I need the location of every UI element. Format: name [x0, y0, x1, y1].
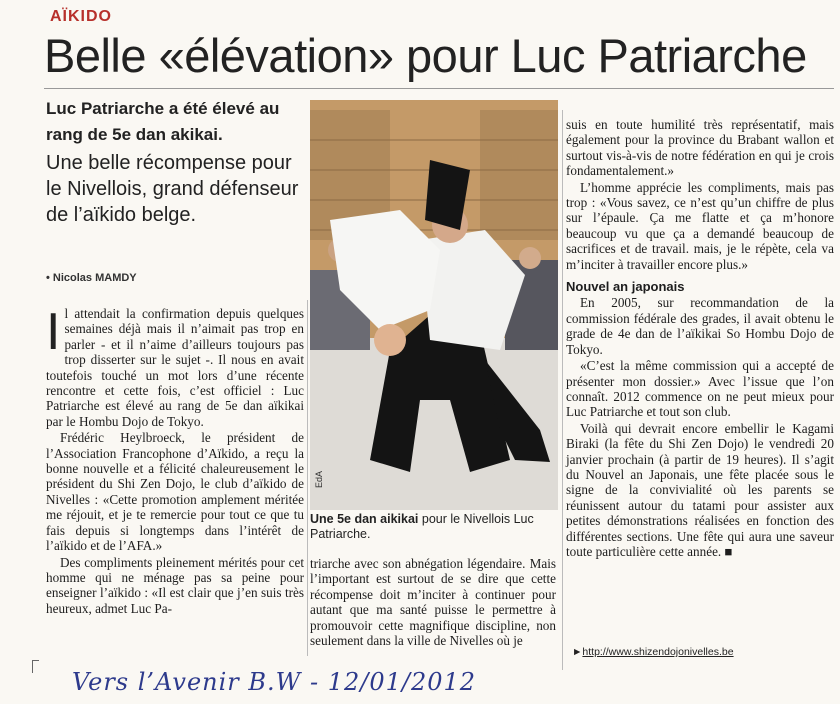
paragraph: Voilà qui devrait encore embellir le Kagami Biraki (la fête du Shi Zen Dojo) le vendredi 20 janvier prochain (à partir de 19 heures). Il s’agit du Nouvel an Japonais, une fête placée sous le signe de la convivialité où les parents se réunissent autour du tatami pour assister aux petites démonstrations réalisées en fonction des différentes sections. Une fête qui aura une saveur toute particulière cette année. ■ — [566, 420, 834, 559]
headline: Belle «élévation» pour Luc Patriarche — [44, 29, 807, 82]
drop-cap: I — [46, 303, 61, 361]
handwritten-source-note: Vers l’Avenir B.W - 12/01/2012 — [72, 668, 477, 696]
paragraph: Frédéric Heylbroeck, le président de l’Association Francophone d’Aïkido, a reçu la bonne nouvelle et a félicité chaleureusement le président du Shi Zen Dojo, le club d’aïkido de Nivelles : «Cette promotion amplement méritée me réjouit, et je te remercie pour tout ce que tu fais depuis si longtemps dans l’intérêt de l’aïkido et de l’AFA.» — [46, 430, 304, 554]
lead-bold: Luc Patriarche a été élevé au rang de 5e dan akikai. — [46, 99, 280, 144]
section-rubric: AÏKIDO — [50, 8, 112, 25]
paragraph: Des compliments pleinement mérités pour cet homme qui ne ménage pas sa peine pour enseigner l’aïkido : «Il est clair que j’en suis très heureux, admet Luc Pa- — [46, 554, 304, 616]
byline: • Nicolas MAMDY — [46, 272, 137, 284]
column-1 — [46, 303, 304, 616]
aikido-throw-photo — [310, 100, 558, 510]
paragraph: triarche avec son abnégation légendaire. Mais l’important est surtout de se dire que cette récompense doit m’inciter à continuer pour autant que ma santé puisse le permettre à promouvoir cette magnifique discipline, non seulement dans la ville de Nivelles où je — [310, 556, 556, 649]
arrow-icon: ► — [572, 646, 583, 658]
caption-bold: Une 5e dan aikikai — [310, 512, 419, 526]
paragraph: L’homme apprécie les compliments, mais pas trop : «Vous savez, ce n’est qu’un chiffre de plus sur l’épaule. Ça me flatte et ça m’honore beaucoup vu que ça a demandé beaucoup de sacrifices et de travail. mais, je le répète, cela va m’inciter à travailler encore plus.» — [566, 179, 834, 272]
column-3 — [566, 117, 834, 559]
headline-rule — [44, 88, 834, 89]
lead-text: Une belle récompense pour le Nivellois, grand défenseur de l’aïkido belge. — [46, 152, 299, 226]
website-link[interactable] — [572, 646, 734, 658]
photo-credit: EdA — [314, 470, 324, 488]
website-url[interactable]: http://www.shizendojonivelles.be — [582, 646, 734, 658]
photo-caption — [310, 512, 560, 542]
column-2 — [310, 556, 556, 648]
paragraph: En 2005, sur recommandation de la commission fédérale des grades, il avait obtenu le grade de 4e dan de l’aïkikai So Hombu Dojo de Tokyo. — [566, 295, 834, 357]
subhead: Nouvel an japonais — [566, 279, 685, 295]
paragraph: Il attendait la confirmation depuis quelques semaines déjà mais il n’aimait pas trop en parler - et il n’aime d’ailleurs toujours pas trop disserter sur le sujet -. Il nous en avait toutefois touché un mot lors d’une récente rencontre et cette fois, c’est officiel : Luc Patriarche est élevé au rang de 5e dan aïkikai par le Hombu Dojo de Tokyo. — [46, 303, 304, 429]
paragraph: suis en toute humilité très représentatif, mais également pour la province du Brabant wallon et surtout vis-à-vis de notre fédération en qui je crois fondamentalement.» — [566, 117, 834, 179]
column-divider — [307, 300, 308, 656]
paragraph: «C’est la même commission qui a accepté de présenter mon dossier.» Avec l’issue que l’on connaît. 2012 commence on ne peut mieux pour Luc Patriarche et tout son club. — [566, 358, 834, 420]
caption-text: pour le Nivellois Luc Patriarche. — [310, 512, 534, 541]
photo-illustration — [310, 100, 558, 510]
crop-mark — [32, 660, 39, 673]
column-divider — [562, 110, 563, 670]
